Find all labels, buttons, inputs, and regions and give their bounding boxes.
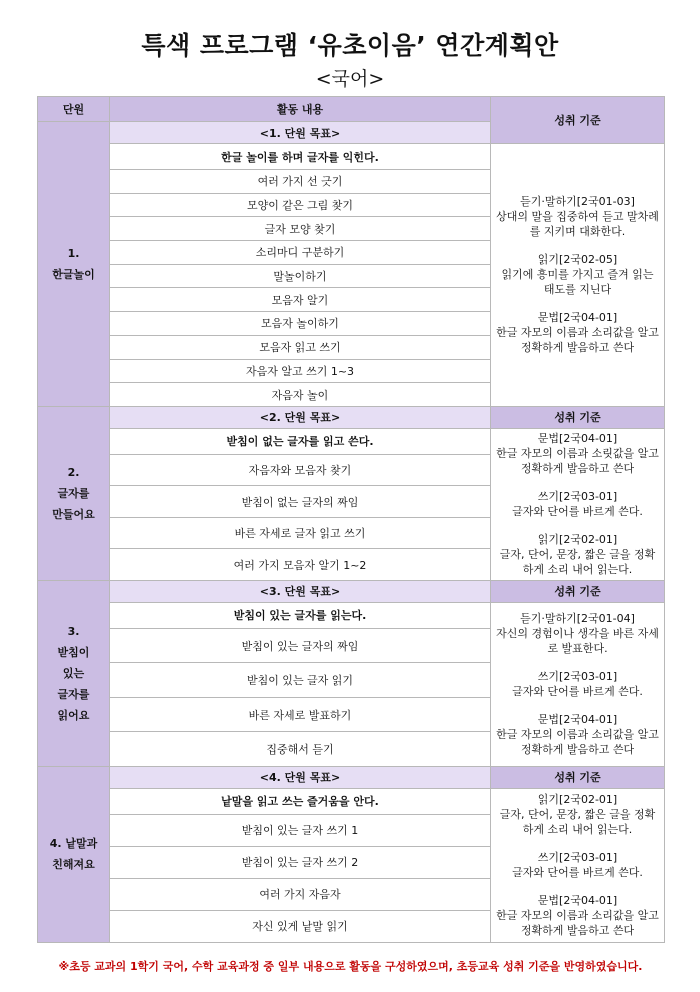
criteria-item: [495, 893, 660, 938]
unit-goal-heading: <1. 단원 목표>: [110, 122, 491, 144]
main-activity-row: [38, 602, 665, 628]
criteria-cell: [491, 428, 665, 580]
criteria-cell: [491, 144, 665, 407]
activity-item: 자음자 알고 쓰기 1~3: [110, 359, 491, 383]
activity-item: 바른 자세로 글자 읽고 쓰기: [110, 517, 491, 549]
criteria-text: 한글 자모의 이름과 소리값을 알고 정확하게 발음하고 쓴다: [496, 909, 659, 938]
unit-name-line: 3.: [67, 624, 80, 638]
unit-name-line: 1.: [67, 246, 80, 260]
main-activity-row: [38, 788, 665, 814]
plan-table: [37, 96, 665, 943]
main-activity-row: [38, 428, 665, 454]
criteria-item: [495, 310, 660, 355]
activity-item: 받침이 있는 글자 쓰기 1: [110, 814, 491, 846]
criteria-code: 듣기·말하기[2국01-03]: [520, 195, 635, 209]
main-activity-row: [38, 144, 665, 170]
unit-name-cell: [38, 406, 110, 580]
activity-item: 집중해서 듣기: [110, 732, 491, 767]
unit-name-line: 읽어요: [57, 708, 90, 722]
header-criteria: 성취 기준: [491, 97, 665, 144]
main-activity: 한글 놀이를 하며 글자를 익힌다.: [110, 144, 491, 170]
criteria-text: 글자와 단어를 바르게 쓴다.: [512, 685, 643, 699]
criteria-item: [495, 431, 660, 476]
criteria-code: 쓰기[2국03-01]: [537, 851, 618, 865]
criteria-code: 읽기[2국02-05]: [537, 253, 618, 267]
unit-name-line: 4. 낱말과: [49, 837, 98, 851]
criteria-text: 한글 자모의 이름과 소리값을 알고 정확하게 발음하고 쓴다: [496, 728, 659, 757]
header-activity: 활동 내용: [110, 97, 491, 122]
goal-row: [38, 406, 665, 428]
activity-item: 자신 있게 낱말 읽기: [110, 910, 491, 942]
page-subtitle: <국어>: [315, 68, 385, 90]
unit-name-line: 있는: [62, 666, 85, 680]
activity-item: 글자 모양 찾기: [110, 217, 491, 241]
unit-name-line: 한글놀이: [52, 267, 95, 281]
activity-item: 여러 가지 자음자: [110, 878, 491, 910]
criteria-item: [495, 669, 660, 699]
criteria-text: 글자, 단어, 문장, 짧은 글을 정확하게 소리 내어 읽는다.: [499, 548, 656, 577]
activity-item: 말놀이하기: [110, 264, 491, 288]
activity-item: 받침이 있는 글자 쓰기 2: [110, 846, 491, 878]
unit-goal-heading: <4. 단원 목표>: [110, 766, 491, 788]
criteria-code: 문법[2국04-01]: [537, 311, 618, 325]
main-activity: 받침이 있는 글자를 읽는다.: [110, 602, 491, 628]
criteria-text: 자신의 경험이나 생각을 바른 자세로 발표한다.: [496, 627, 659, 656]
criteria-item: [495, 792, 660, 837]
criteria-cell: [491, 602, 665, 766]
activity-item: 받침이 있는 글자 읽기: [110, 663, 491, 698]
criteria-heading: 성취 기준: [491, 406, 665, 428]
main-activity: 받침이 없는 글자를 읽고 쓴다.: [110, 428, 491, 454]
header-row: [38, 97, 665, 122]
criteria-code: 문법[2국04-01]: [537, 894, 618, 908]
criteria-item: [495, 532, 660, 577]
unit-name-line: 만들어요: [52, 507, 95, 521]
criteria-item: [495, 489, 660, 519]
criteria-item: [495, 252, 660, 297]
criteria-text: 글자와 단어를 바르게 쓴다.: [512, 505, 643, 519]
footnote: ※초등 교과의 1학기 국어, 수학 교육과정 중 일부 내용으로 활동을 구성하였으며, 초등교육 성취 기준을 반영하였습니다.: [58, 960, 643, 973]
criteria-text: 상대의 말을 집중하여 듣고 말차례를 지키며 대화한다.: [496, 210, 659, 239]
criteria-text: 글자와 단어를 바르게 쓴다.: [512, 866, 643, 880]
criteria-cell: [491, 788, 665, 942]
criteria-code: 문법[2국04-01]: [537, 432, 618, 446]
unit-goal-heading: <2. 단원 목표>: [110, 406, 491, 428]
activity-item: 받침이 있는 글자의 짜임: [110, 628, 491, 663]
unit-name-cell: [38, 766, 110, 942]
criteria-text: 읽기에 흥미를 가지고 즐겨 읽는 태도를 지닌다: [501, 268, 654, 297]
criteria-item: [495, 194, 660, 239]
criteria-code: 듣기·말하기[2국01-04]: [520, 612, 635, 626]
activity-item: 모음자 놀이하기: [110, 312, 491, 336]
activity-item: 여러 가지 선 긋기: [110, 170, 491, 194]
goal-row: [38, 580, 665, 602]
criteria-heading: 성취 기준: [491, 580, 665, 602]
unit-name-cell: [38, 122, 110, 407]
page-title: 특색 프로그램 ‘유초이음’ 연간계획안: [141, 31, 559, 60]
unit-name-line: 친해져요: [52, 858, 95, 872]
activity-item: 자음자와 모음자 찾기: [110, 454, 491, 486]
unit-name-line: 글자를: [57, 687, 90, 701]
criteria-text: 한글 자모의 이름과 소리값을 알고 정확하게 발음하고 쓴다: [496, 326, 659, 355]
criteria-item: [495, 850, 660, 880]
criteria-code: 읽기[2국02-01]: [537, 533, 618, 547]
activity-item: 자음자 놀이: [110, 383, 491, 407]
unit-name-line: 글자를: [57, 486, 90, 500]
activity-item: 모음자 읽고 쓰기: [110, 335, 491, 359]
unit-name-cell: [38, 580, 110, 766]
goal-row: [38, 766, 665, 788]
criteria-text: 한글 자모의 이름과 소릿값을 알고 정확하게 발음하고 쓴다: [496, 447, 659, 476]
activity-item: 소리마디 구분하기: [110, 241, 491, 265]
main-activity: 낱말을 읽고 쓰는 즐거움을 안다.: [110, 788, 491, 814]
criteria-heading: 성취 기준: [491, 766, 665, 788]
criteria-item: [495, 611, 660, 656]
criteria-code: 문법[2국04-01]: [537, 713, 618, 727]
header-unit: 단원: [38, 97, 110, 122]
plan-table-body: [38, 97, 665, 943]
activity-item: 바른 자세로 발표하기: [110, 697, 491, 732]
unit-name-line: 2.: [67, 465, 80, 479]
criteria-code: 쓰기[2국03-01]: [537, 670, 618, 684]
criteria-item: [495, 712, 660, 757]
activity-item: 모음자 알기: [110, 288, 491, 312]
unit-name-line: 받침이: [57, 645, 90, 659]
criteria-text: 글자, 단어, 문장, 짧은 글을 정확하게 소리 내어 읽는다.: [499, 808, 656, 837]
activity-item: 받침이 없는 글자의 짜임: [110, 486, 491, 518]
activity-item: 여러 가지 모음자 알기 1~2: [110, 549, 491, 581]
criteria-code: 읽기[2국02-01]: [537, 793, 618, 807]
criteria-code: 쓰기[2국03-01]: [537, 490, 618, 504]
activity-item: 모양이 같은 그림 찾기: [110, 193, 491, 217]
unit-goal-heading: <3. 단원 목표>: [110, 580, 491, 602]
